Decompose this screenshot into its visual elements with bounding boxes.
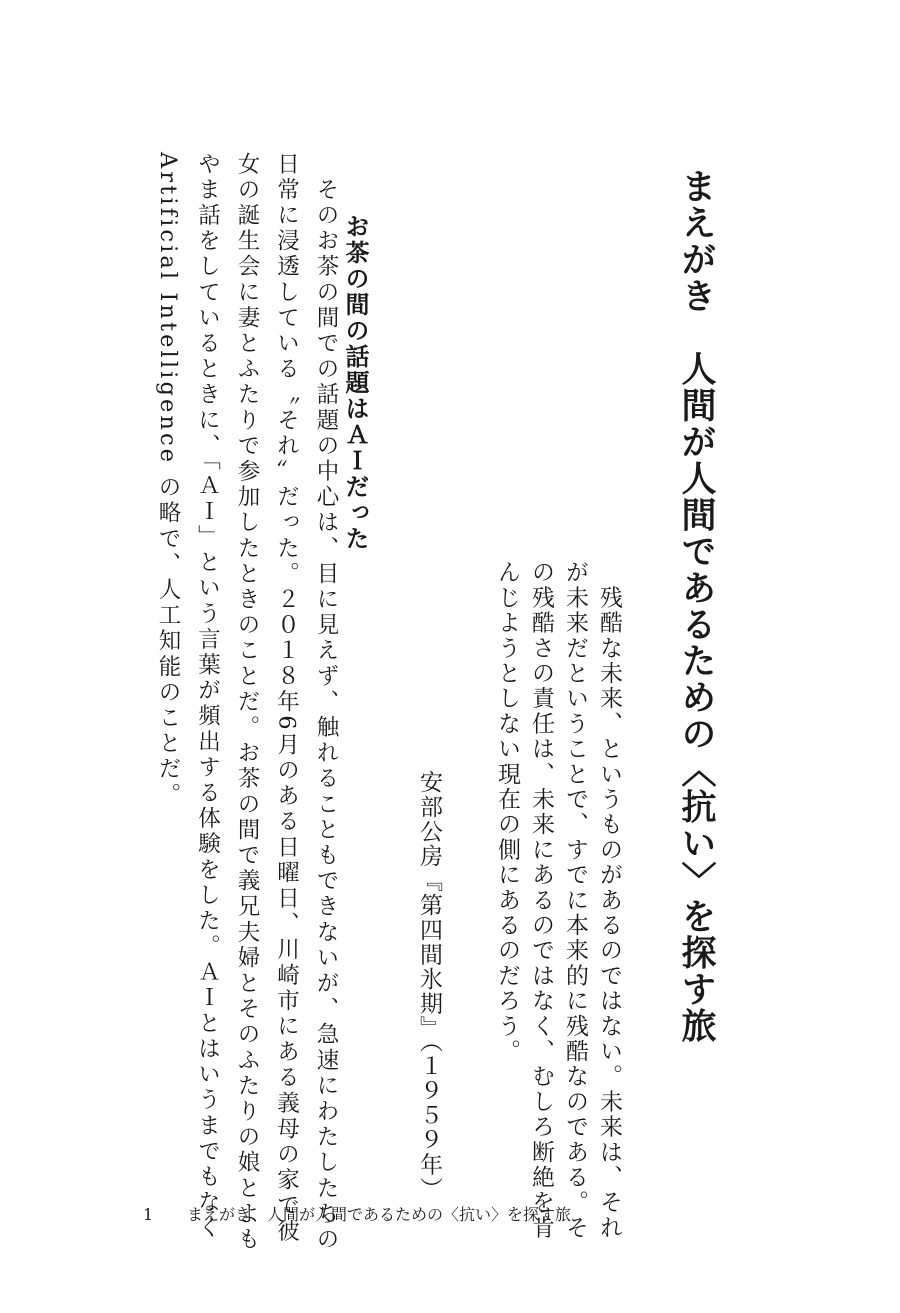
epigraph-line: の残酷さの責任は、未来にあるのではなく、むしろ断絶を肯 bbox=[528, 560, 554, 1241]
epigraph-line: が未来だということで、すでに本来的に残酷なのである。そ bbox=[562, 560, 588, 1241]
body-line: 女の誕生会に妻とふたりで参加したときのことだ。お茶の間で義兄夫婦とそのふたりの娘とよも bbox=[234, 152, 260, 1253]
page-number: 1 bbox=[143, 1205, 154, 1224]
body-line: やま話をしているときに、「ＡＩ」という言葉が頻出する体験をした。ＡＩとはいうまでもなく bbox=[194, 152, 221, 1242]
epigraph-attribution: 安部公房『第四間氷期』（１９５９年） bbox=[416, 770, 442, 1202]
epigraph-line: 残酷な未来、というものがあるのではない。未来は、それ bbox=[596, 560, 622, 1241]
chapter-title: まえがき 人間が人間であるための〈抗い〉を探す旅 bbox=[676, 168, 716, 1044]
epigraph bbox=[456, 560, 694, 1240]
body-line: そのお茶の間での話題の中心は、目に見えず、触れることもできないが、急速にわたしたちの bbox=[313, 152, 339, 1253]
epigraph-line: んじようとしない現在の側にあるのだろう。 bbox=[494, 560, 520, 1064]
running-title: まえがき 人間が人間であるための〈抗い〉を探す旅 bbox=[187, 1205, 572, 1224]
body-line: Artificial Intelligence の略で、人工知能のことだ。 bbox=[155, 152, 181, 809]
body-text bbox=[108, 152, 424, 1253]
body-line: 日常に浸透している〝それ〟だった。２０１８年6月のある日曜日、川崎市にある義母の家で彼 bbox=[273, 152, 300, 1245]
section-heading: お茶の間の話題はＡＩだった bbox=[341, 214, 369, 552]
running-footer bbox=[143, 1203, 571, 1227]
